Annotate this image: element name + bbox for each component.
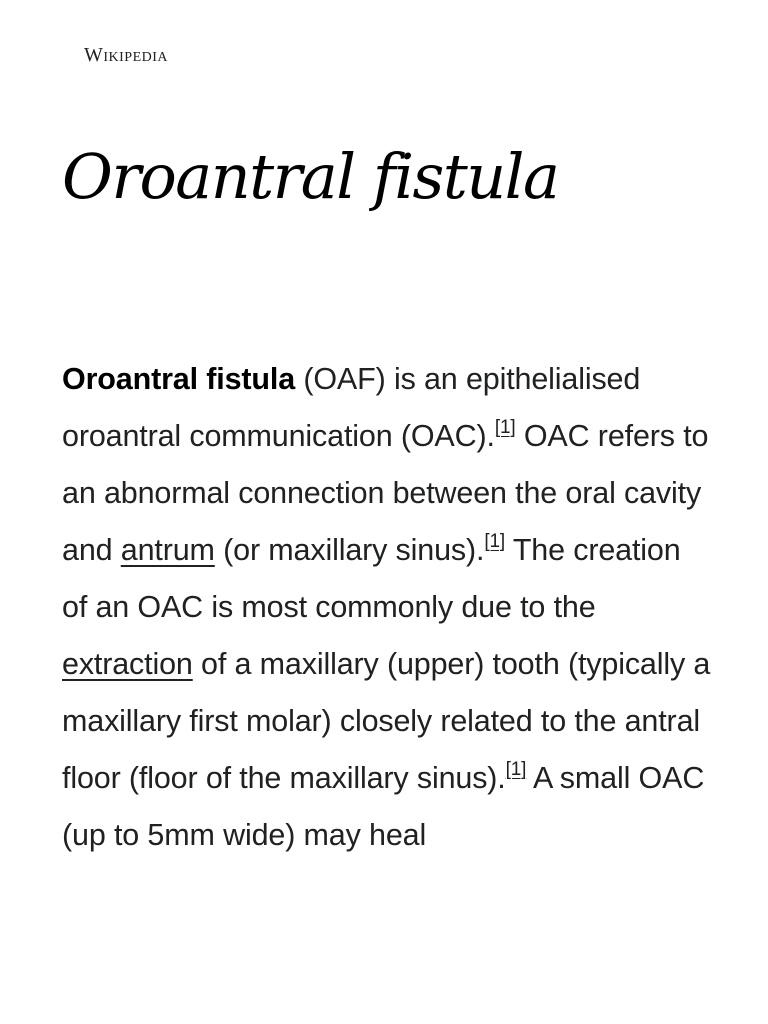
citation-1	[495, 417, 516, 438]
site-header	[84, 44, 168, 70]
article-lead-paragraph	[62, 351, 712, 864]
lead-text-3: (or maxillary sinus).	[214, 533, 485, 567]
lead-text-4: The creation of an OAC is most commonly due to the	[62, 533, 681, 624]
lead-text-1: (OAF) is an epithelialised oroantral communication (OAC).	[62, 362, 641, 453]
link-antrum[interactable]: antrum	[120, 533, 215, 567]
bold-term: Oroantral fistula	[62, 362, 296, 396]
lead-text-2: OAC refers to an abnormal connection between the oral cavity and	[62, 419, 709, 567]
citation-link-1[interactable]: [1]	[494, 416, 516, 438]
page-title: Oroantral fistula	[62, 140, 559, 213]
wikipedia-wordmark-logo[interactable]: Wikipedia	[84, 44, 169, 66]
citation-link-3[interactable]: [1]	[505, 758, 527, 780]
citation-2	[484, 531, 505, 552]
link-extraction[interactable]: extraction	[62, 647, 193, 681]
lead-text-5: of a maxillary (upper) tooth (typically a maxillary first molar) closely related to the antral floor (floor of the maxillary sinus).	[62, 647, 711, 795]
lead-text-6: A small OAC (up to 5mm wide) may heal	[62, 761, 705, 852]
citation-3	[506, 759, 527, 780]
citation-link-2[interactable]: [1]	[484, 530, 506, 552]
